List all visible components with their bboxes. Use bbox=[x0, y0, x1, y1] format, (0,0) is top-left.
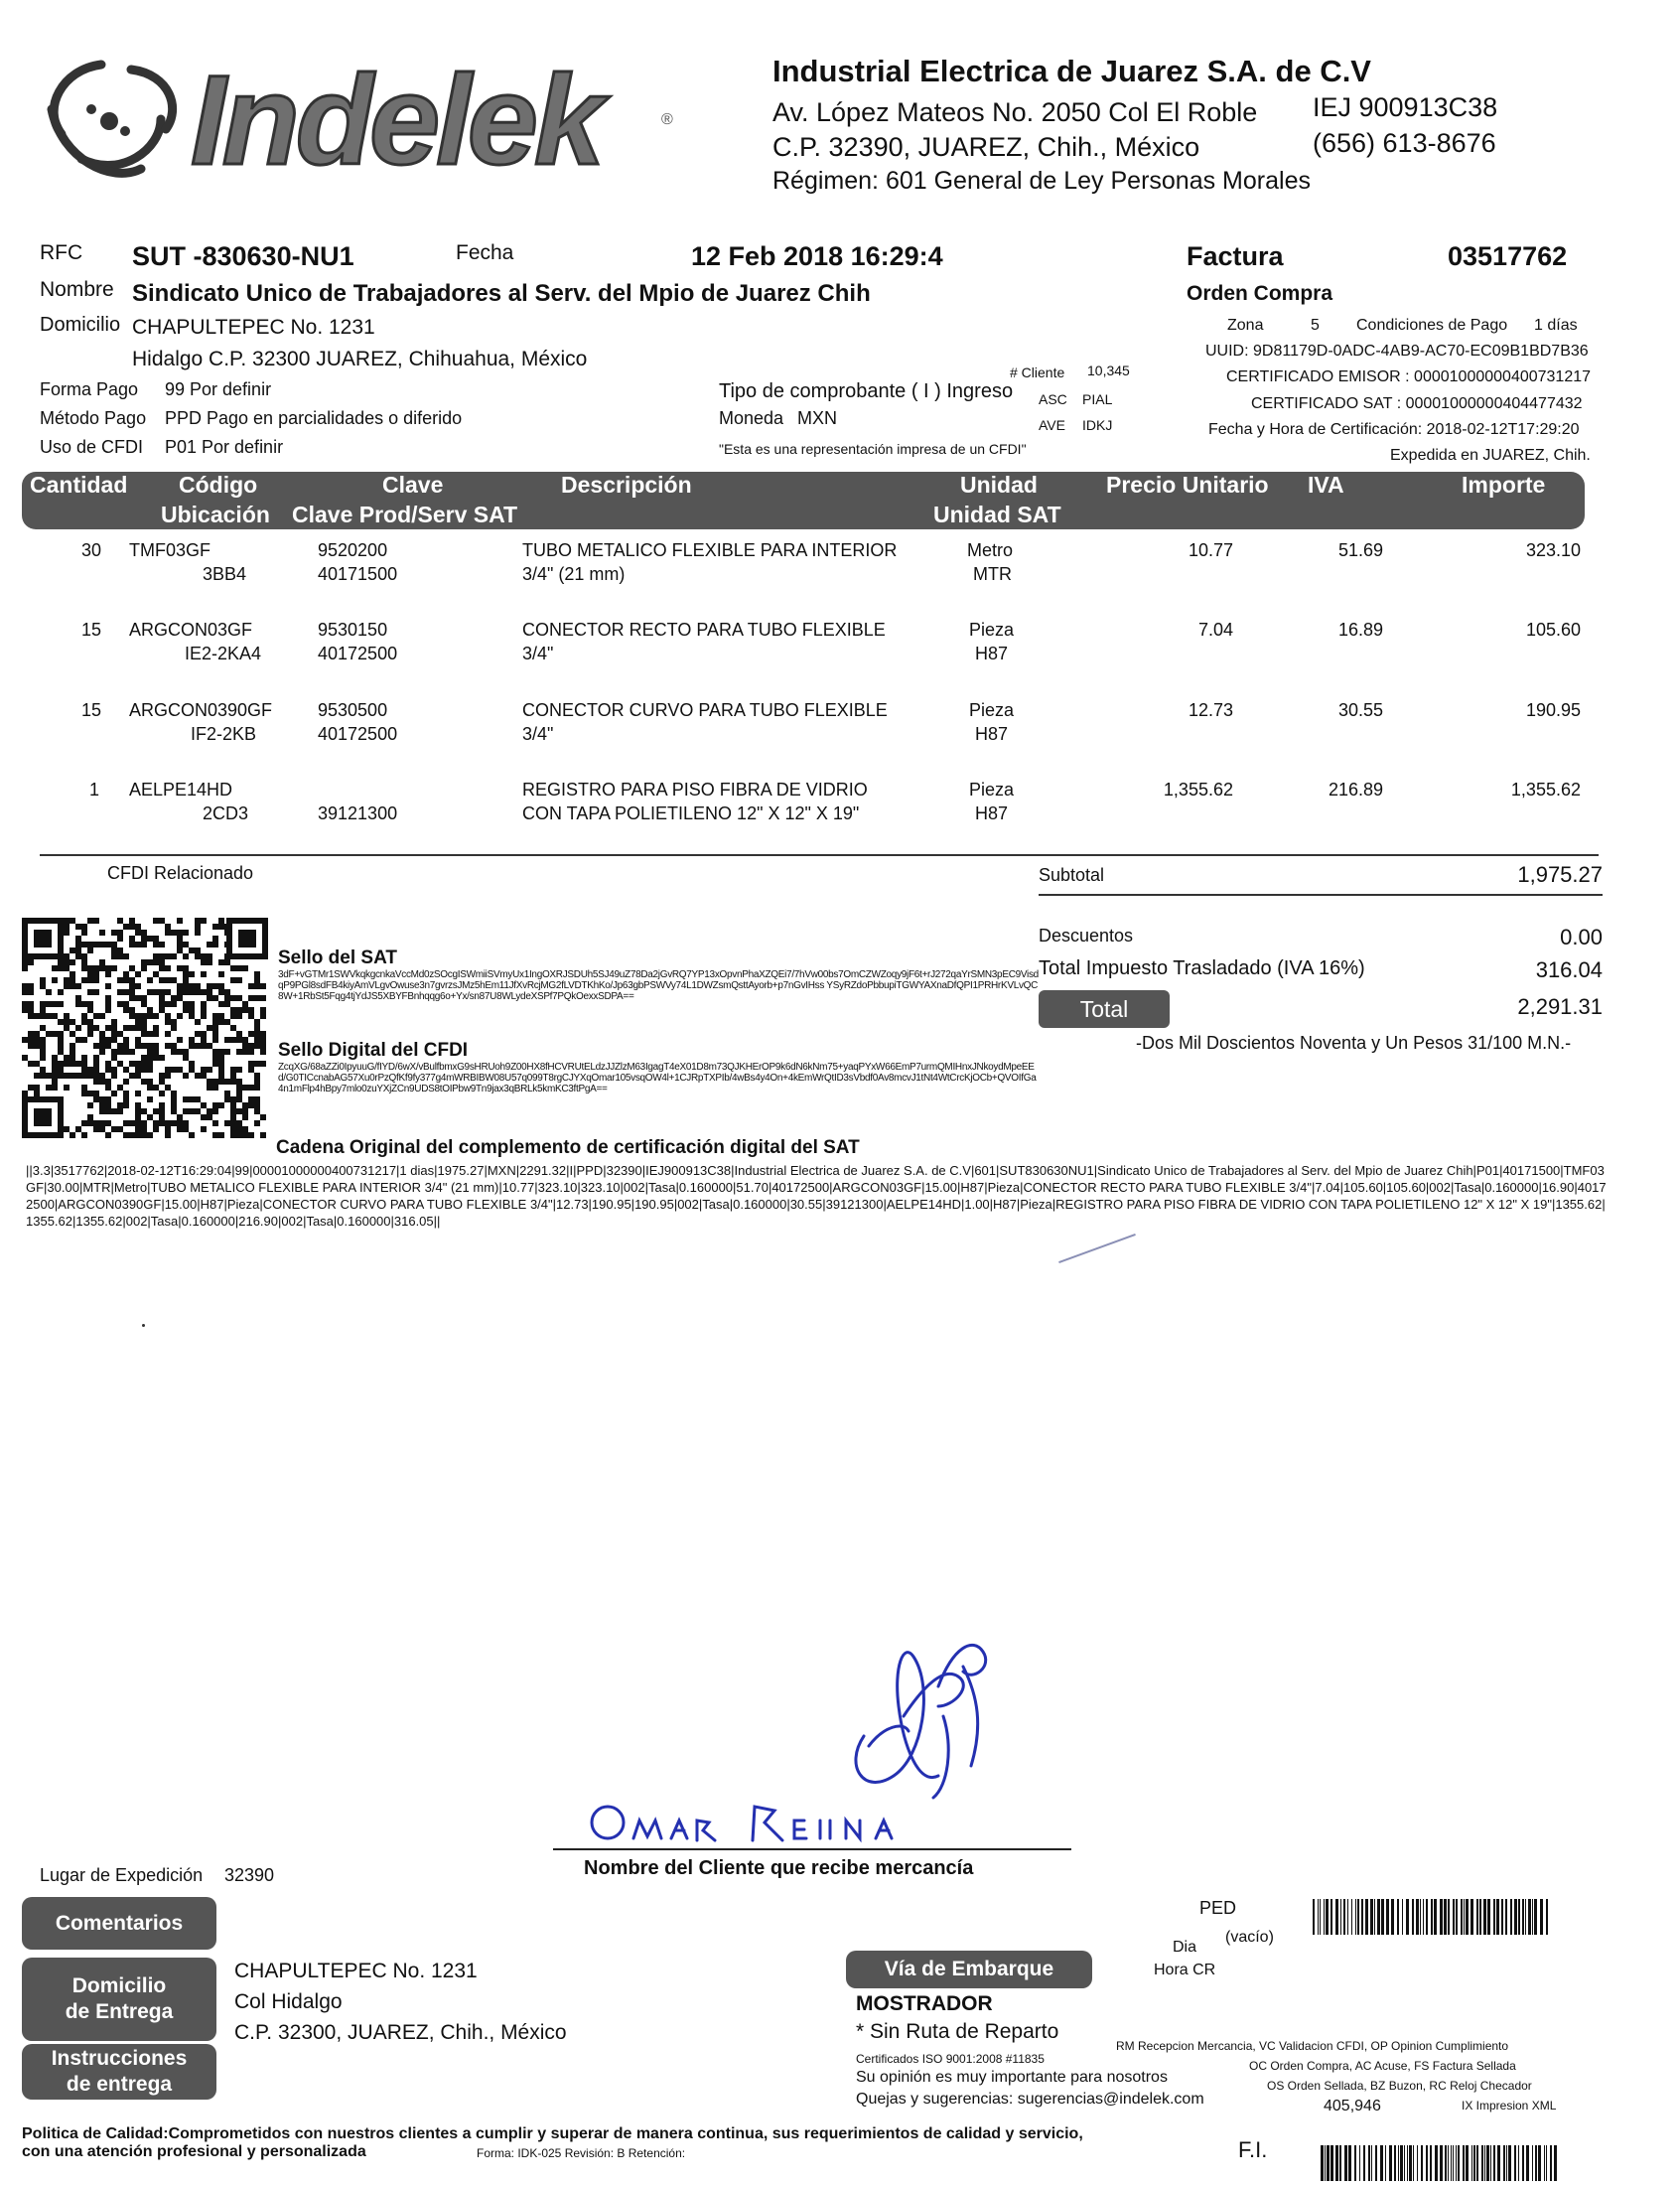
svg-text:®: ® bbox=[661, 111, 673, 128]
row-clave-sat: 39121300 bbox=[318, 803, 398, 823]
client-rfc: SUT -830630-NU1 bbox=[132, 241, 354, 271]
folio-number: 405,946 bbox=[1324, 2098, 1381, 2114]
politica-line2: con una atención profesional y personalizada bbox=[22, 2143, 366, 2160]
signature-scribble bbox=[844, 1627, 1003, 1801]
col-importe: Importe bbox=[1462, 472, 1546, 498]
svg-text:Indelek: Indelek bbox=[191, 50, 602, 192]
company-address2: C.P. 32390, JUAREZ, Chih., México bbox=[772, 132, 1200, 162]
client-domicilio1: CHAPULTEPEC No. 1231 bbox=[132, 316, 375, 339]
table-divider bbox=[40, 854, 1599, 856]
row-clave: 9530500 bbox=[318, 700, 388, 720]
subtotal-label: Subtotal bbox=[1039, 865, 1105, 885]
row-precio: 12.73 bbox=[1188, 700, 1233, 720]
total-letra: -Dos Mil Doscientos Noventa y Un Pesos 31/100 M.N.- bbox=[1136, 1033, 1572, 1053]
invoice-date: 12 Feb 2018 16:29:4 bbox=[691, 241, 943, 271]
instrucciones-label1: Instrucciones bbox=[51, 2047, 188, 2070]
subtotal-value: 1,975.27 bbox=[1517, 862, 1603, 887]
row-clave-sat: 40172500 bbox=[318, 644, 398, 663]
row-clave-sat: 40172500 bbox=[318, 724, 398, 744]
entrega-addr3: C.P. 32300, JUAREZ, Chih., México bbox=[234, 2021, 567, 2044]
row-unidad: Pieza bbox=[969, 620, 1015, 640]
table-row bbox=[0, 540, 1680, 600]
sello-sat: 3dF+vGTMr1SWVkqkgcnkaVccMd0zSOcgISWmiiSVmyUx1IngOXRJSDUh5SJ49uZ78Da2jGvRQ7YP13xOpvnPhaXZQEi7/7hVw00bs7OmCZWZoqy9jF6t+rJ272qaYrSMN3pEC9VisdqP9PGl8sdFB4kiyAmVLgvOwuse3n7gvrzsJMz5hEm11JfXvRcjMG2fLVDTKhKo/Jp63gbPSWVy74L1DWZsmQsttAyorb+p7nGvIHss YSyRZdoPbbupiTGWYAXnaDfQPI1PRHrKVLvQC8W+1RbSt5Fqg4tjYdJS5XBYFBnhqqg6o+Yx/sn87U8WLydeXSPf7PQkOexxSDPA== bbox=[278, 969, 1039, 1002]
expedida-en: Expedida en JUAREZ, Chih. bbox=[1390, 447, 1591, 464]
total-value: 2,291.31 bbox=[1517, 994, 1603, 1019]
qr-code bbox=[22, 918, 268, 1138]
cfdi-relacionado: CFDI Relacionado bbox=[107, 863, 254, 883]
signature-line bbox=[553, 1848, 1071, 1850]
via-embarque-label: Vía de Embarque bbox=[884, 1958, 1054, 1980]
row-cantidad: 1 bbox=[89, 780, 100, 800]
row-clave: 9530150 bbox=[318, 620, 388, 640]
nombre-label: Nombre bbox=[40, 278, 114, 301]
row-iva: 51.69 bbox=[1337, 540, 1383, 560]
row-unidad-sat: MTR bbox=[973, 564, 1012, 584]
barcode-bottom bbox=[1321, 2145, 1559, 2181]
legend-line4: IX Impresion XML bbox=[1462, 2099, 1557, 2113]
descuentos-label: Descuentos bbox=[1039, 926, 1134, 946]
forma-pago: 99 Por definir bbox=[165, 379, 272, 399]
row-importe: 323.10 bbox=[1525, 540, 1581, 560]
col-cantidad: Cantidad bbox=[30, 472, 128, 498]
row-precio: 7.04 bbox=[1197, 620, 1233, 640]
ruta-reparto: * Sin Ruta de Reparto bbox=[856, 2020, 1059, 2043]
row-iva: 16.89 bbox=[1337, 620, 1383, 640]
fecha-label: Fecha bbox=[456, 241, 514, 264]
cadena-label: Cadena Original del complemento de certificación digital del SAT bbox=[276, 1137, 860, 1158]
total-label: Total bbox=[1079, 996, 1129, 1022]
company-logo bbox=[22, 30, 677, 204]
row-desc2: 3/4" bbox=[522, 724, 554, 744]
row-importe: 105.60 bbox=[1525, 620, 1581, 640]
ped-label: PED bbox=[1199, 1898, 1237, 1918]
col-ubicacion: Ubicación bbox=[161, 502, 270, 527]
via-embarque-value: MOSTRADOR bbox=[856, 1992, 993, 2015]
row-desc1: TUBO METALICO FLEXIBLE PARA INTERIOR bbox=[522, 540, 898, 560]
row-importe: 1,355.62 bbox=[1510, 780, 1581, 800]
uso-cfdi: P01 Por definir bbox=[165, 437, 284, 457]
instrucciones-button bbox=[22, 2044, 216, 2100]
row-ubicacion: IF2-2KB bbox=[191, 724, 257, 744]
dia-label: Dia bbox=[1173, 1939, 1197, 1956]
table-row bbox=[0, 620, 1680, 679]
barcode-top bbox=[1313, 1899, 1551, 1935]
col-clave-sat: Clave Prod/Serv SAT bbox=[292, 502, 518, 527]
cert-emisor: CERTIFICADO EMISOR : 00001000000400731217 bbox=[1226, 368, 1592, 385]
row-unidad-sat: H87 bbox=[975, 724, 1009, 744]
table-row bbox=[0, 700, 1680, 760]
totals-divider bbox=[1039, 894, 1603, 896]
iso-cert: Certificados ISO 9001:2008 #11835 bbox=[856, 2052, 1045, 2066]
row-clave-sat: 40171500 bbox=[318, 564, 398, 584]
comentarios-button bbox=[22, 1897, 216, 1950]
legend-line3: OS Orden Sellada, BZ Buzon, RC Reloj Checador bbox=[1267, 2079, 1532, 2093]
client-name: Sindicato Unico de Trabajadores al Serv. del Mpio de Juarez Chih bbox=[132, 280, 871, 307]
row-unidad: Pieza bbox=[969, 700, 1015, 720]
cliente-num: 10,345 bbox=[1087, 363, 1130, 378]
row-desc2: 3/4" bbox=[522, 644, 554, 663]
row-unidad-sat: H87 bbox=[975, 803, 1009, 823]
row-clave: 9520200 bbox=[318, 540, 388, 560]
row-unidad: Pieza bbox=[969, 780, 1015, 800]
row-iva: 30.55 bbox=[1337, 700, 1383, 720]
uuid: UUID: 9D81179D-0ADC-4AB9-AC70-EC09B1BD7B36 bbox=[1205, 343, 1589, 360]
table-header bbox=[22, 472, 1585, 529]
cliente-num-label: # Cliente bbox=[1010, 364, 1065, 380]
company-phone: (656) 613-8676 bbox=[1313, 128, 1496, 158]
scan-dot bbox=[142, 1324, 145, 1327]
row-precio: 1,355.62 bbox=[1163, 780, 1233, 800]
domicilio-entrega-label1: Domicilio bbox=[71, 1974, 167, 1997]
forma-pago-label: Forma Pago bbox=[40, 379, 139, 399]
row-desc2: 3/4" (21 mm) bbox=[522, 564, 626, 584]
asc-value: PIAL bbox=[1082, 391, 1113, 407]
row-importe: 190.95 bbox=[1525, 700, 1581, 720]
representacion-impresa: "Esta es una representación impresa de un CFDI" bbox=[719, 441, 1027, 457]
row-codigo: TMF03GF bbox=[129, 540, 211, 560]
client-domicilio2: Hidalgo C.P. 32300 JUAREZ, Chihuahua, México bbox=[132, 348, 588, 370]
col-unidad: Unidad bbox=[960, 472, 1038, 498]
sello-cfdi: ZcqXG/68aZZi0IpyuuG/fIYD/6wX/vBulfbmxG9sHRUoh9Z00HX8fHCVRUtELdzJJZlzM63IgagT4eX01D8m73QJKHErOP9k6dN6kNm75+yaqPYxW66EmP7urmQMIHnxJNkoydMpeEEd/G0TICcnabAG57Xu0rPzQfKf9fy377g4mWRBIBW08U57q099T8rgCJYXqOmar105vsqOW4l+1CJRpTXPIb/4wBs4y4On+4kEmWrQtID3sVbdf0Av8mcvJ1tNt4WtCrcKjOCb+QVOIfGa4n1mFlp4hBpy7mlo0zuYXjZCn9UDS8tOIPbw9Tn9jax3qBRLk5kmKC3ftPgA== bbox=[278, 1062, 1037, 1094]
opinion-text: Su opinión es muy importante para nosotros bbox=[856, 2069, 1168, 2086]
table-row bbox=[0, 780, 1680, 839]
politica-line1: Politica de Calidad:Comprometidos con nuestros clientes a cumplir y superar de manera continua, sus requerimientos de calidad y servicio, bbox=[22, 2125, 1083, 2142]
row-unidad-sat: H87 bbox=[975, 644, 1009, 663]
metodo-pago: PPD Pago en parcialidades o diferido bbox=[165, 408, 463, 428]
orden-compra-label: Orden Compra bbox=[1187, 282, 1333, 305]
row-ubicacion: 3BB4 bbox=[203, 564, 247, 584]
asc-label: ASC bbox=[1039, 391, 1067, 407]
quejas-text: Quejas y sugerencias: sugerencias@indelek.com bbox=[856, 2091, 1204, 2108]
tipo-comprobante: Tipo de comprobante ( I ) Ingreso bbox=[719, 380, 1014, 402]
row-desc1: CONECTOR RECTO PARA TUBO FLEXIBLE bbox=[522, 620, 886, 640]
company-address1: Av. López Mateos No. 2050 Col El Roble bbox=[772, 97, 1258, 127]
rfc-label: RFC bbox=[40, 241, 83, 264]
row-ubicacion: IE2-2KA4 bbox=[185, 644, 262, 663]
factura-label: Factura bbox=[1187, 241, 1284, 271]
row-ubicacion: 2CD3 bbox=[203, 803, 249, 823]
company-rfc: IEJ 900913C38 bbox=[1313, 92, 1498, 122]
lugar-value: 32390 bbox=[224, 1865, 275, 1885]
row-iva: 216.89 bbox=[1328, 780, 1383, 800]
zona-value: 5 bbox=[1311, 317, 1320, 334]
condiciones-value: 1 días bbox=[1534, 317, 1578, 334]
col-clave: Clave bbox=[382, 472, 444, 498]
descuentos-value: 0.00 bbox=[1560, 925, 1603, 949]
company-regimen: Régimen: 601 General de Ley Personas Morales bbox=[772, 167, 1311, 195]
row-desc2: CON TAPA POLIETILENO 12" X 12" X 19" bbox=[522, 803, 860, 823]
cliente-recibe-label: Nombre del Cliente que recibe mercancía bbox=[584, 1857, 974, 1879]
hora-label: Hora CR bbox=[1154, 1962, 1216, 1978]
row-codigo: AELPE14HD bbox=[129, 780, 233, 800]
col-descripcion: Descripción bbox=[561, 472, 692, 498]
row-cantidad: 15 bbox=[81, 700, 102, 720]
col-codigo: Código bbox=[179, 472, 258, 498]
via-embarque-badge bbox=[846, 1951, 1092, 1988]
row-cantidad: 15 bbox=[81, 620, 102, 640]
cert-sat: CERTIFICADO SAT : 00001000000404477432 bbox=[1251, 395, 1583, 412]
comentarios-label: Comentarios bbox=[55, 1912, 184, 1935]
row-desc1: REGISTRO PARA PISO FIBRA DE VIDRIO bbox=[522, 780, 868, 800]
condiciones-label: Condiciones de Pago bbox=[1356, 317, 1508, 334]
uso-cfdi-label: Uso de CFDI bbox=[40, 437, 144, 457]
row-cantidad: 30 bbox=[81, 540, 102, 560]
impuesto-label: Total Impuesto Trasladado (IVA 16%) bbox=[1039, 957, 1365, 979]
row-unidad: Metro bbox=[967, 540, 1014, 560]
row-codigo: ARGCON0390GF bbox=[129, 700, 273, 720]
fecha-cert: Fecha y Hora de Certificación: 2018-02-12T17:29:20 bbox=[1208, 421, 1580, 438]
col-unidad-sat: Unidad SAT bbox=[933, 502, 1061, 527]
row-desc1: CONECTOR CURVO PARA TUBO FLEXIBLE bbox=[522, 700, 888, 720]
sello-cfdi-label: Sello Digital del CFDI bbox=[278, 1040, 469, 1061]
factura-number: 03517762 bbox=[1448, 241, 1568, 271]
col-precio: Precio Unitario bbox=[1106, 472, 1269, 498]
forma-revision: Forma: IDK-025 Revisión: B Retención: bbox=[477, 2146, 686, 2160]
ave-value: IDKJ bbox=[1082, 417, 1113, 433]
entrega-addr2: Col Hidalgo bbox=[234, 1990, 343, 2013]
moneda-value: MXN bbox=[797, 408, 837, 428]
row-codigo: ARGCON03GF bbox=[129, 620, 253, 640]
metodo-pago-label: Método Pago bbox=[40, 408, 147, 428]
col-iva: IVA bbox=[1308, 472, 1344, 498]
vacio-label: (vacío) bbox=[1225, 1929, 1274, 1946]
company-name: Industrial Electrica de Juarez S.A. de C.V bbox=[772, 54, 1371, 88]
row-precio: 10.77 bbox=[1188, 540, 1233, 560]
signature-name bbox=[586, 1801, 963, 1845]
total-badge bbox=[1039, 990, 1170, 1028]
domicilio-entrega-label2: de Entrega bbox=[65, 2000, 174, 2023]
domicilio-entrega-button bbox=[22, 1958, 216, 2041]
scan-mark bbox=[1058, 1234, 1136, 1263]
zona-label: Zona bbox=[1227, 317, 1264, 334]
legend-line1: RM Recepcion Mercancia, VC Validacion CFDI, OP Opinion Cumplimiento bbox=[1116, 2039, 1509, 2053]
moneda-label: Moneda bbox=[719, 408, 784, 428]
instrucciones-label2: de entrega bbox=[66, 2073, 173, 2096]
fi-label: F.I. bbox=[1238, 2137, 1268, 2162]
domicilio-label: Domicilio bbox=[40, 314, 121, 336]
cadena-original: ||3.3|3517762|2018-02-12T16:29:04|99|00001000000400731217|1 dias|1975.27|MXN|2291.32|I|PPD|32390|IEJ900913C38|Industrial Electrica de Juarez S.A. de C.V|601|SUT830630NU1|Sindicato Unico de Trabajadores al Serv. del Mpio de Juarez Chih|P01|40171500|TMF03GF|30.00|MTR|Metro|TUBO METALICO FLEXIBLE PARA INTERIOR 3/4" (21 mm)|10.77|323.10|323.10|002|Tasa|0.160000|51.70|40172500|ARGCON03GF|15.00|H87|Pieza|CONECTOR RECTO PARA TUBO FLEXIBLE 3/4"|7.04|105.60|105.60|002|Tasa|0.160000|16.90|40172500|ARGCON0390GF|15.00|H87|Pieza|CONECTOR CURVO PARA TUBO FLEXIBLE 3/4"|12.73|190.95|190.95|002|Tasa|0.160000|30.55|39121300|AELPE14HD|1.00|H87|Pieza|REGISTRO PARA PISO FIBRA DE VIDRIO CON TAPA POLIETILENO 12" X 12" X 19"|1355.62|1355.62|1355.62|002|Tasa|0.160000|216.90|002|Tasa|0.160000|316.05|| bbox=[26, 1163, 1607, 1229]
entrega-addr1: CHAPULTEPEC No. 1231 bbox=[234, 1960, 478, 1982]
ave-label: AVE bbox=[1039, 417, 1065, 433]
lugar-label: Lugar de Expedición bbox=[40, 1865, 204, 1885]
legend-line2: OC Orden Compra, AC Acuse, FS Factura Sellada bbox=[1249, 2059, 1516, 2073]
sello-sat-label: Sello del SAT bbox=[278, 947, 398, 968]
impuesto-value: 316.04 bbox=[1535, 957, 1603, 982]
